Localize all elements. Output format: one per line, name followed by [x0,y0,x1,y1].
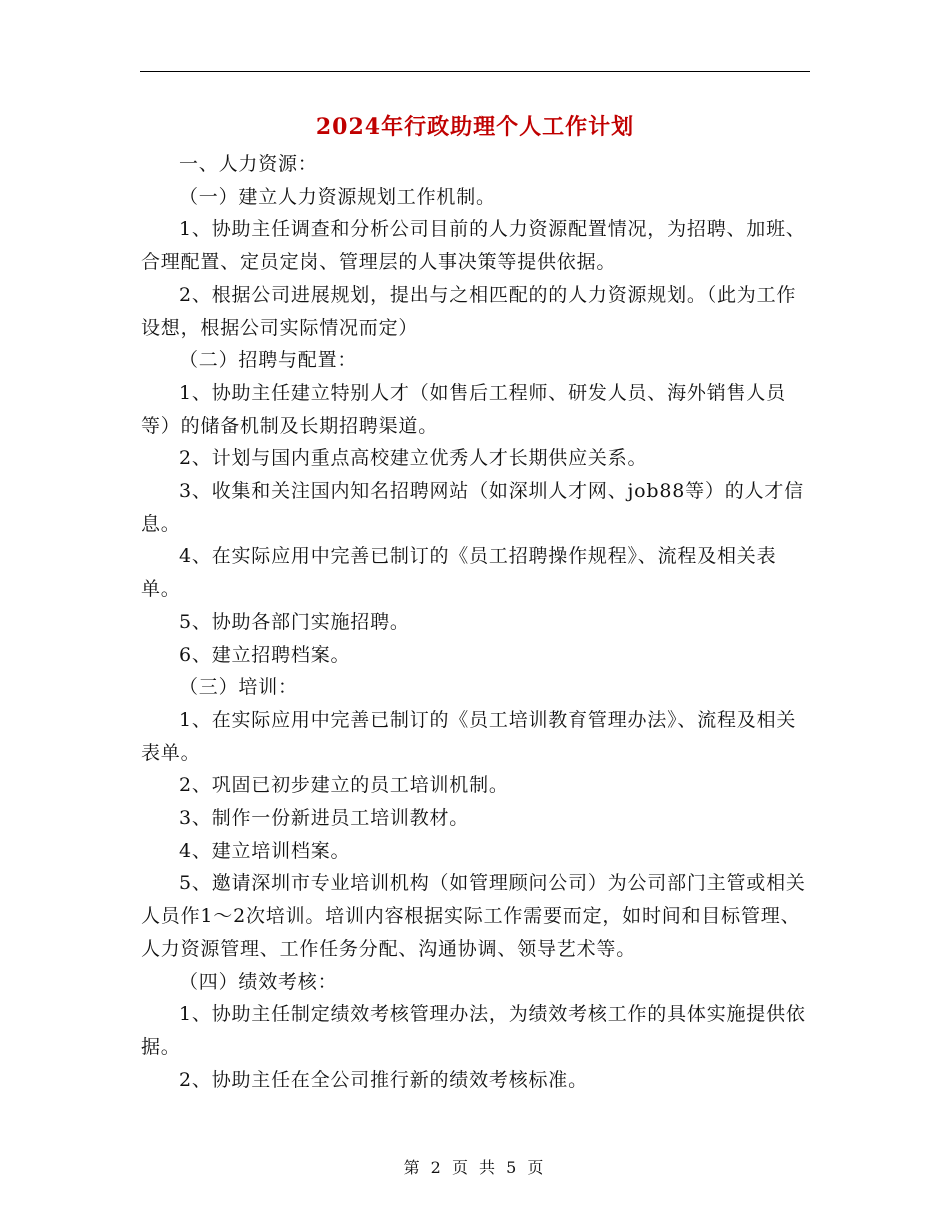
page-footer: 第 2 页 共 5 页 [403,1158,547,1177]
paragraph: 2、巩固已初步建立的员工培训机制。 [179,774,509,797]
paragraph: 2、根据公司进展规划，提出与之相匹配的的人力资源规划。（此为工作设想，根据公司实际情况而定） [141,283,797,339]
paragraph: 5、邀请深圳市专业培训机构（如管理顾问公司）为公司部门主管或相关人员作1～2次培训。培训内容根据实际工作需要而定，如时间和目标管理、人力资源管理、工作任务分配、沟通协调、领导艺术等。 [141,872,806,960]
paragraph: 4、在实际应用中完善已制订的《员工招聘操作规程》、流程及相关表单。 [141,545,777,601]
header-rule [140,71,810,72]
paragraph: 2、计划与国内重点高校建立优秀人才长期供应关系。 [179,447,648,470]
subsection-heading: （二）招聘与配置： [179,349,358,372]
paragraph: 1、协助主任调查和分析公司目前的人力资源配置情况，为招聘、加班、合理配置、定员定岗、管理层的人事决策等提供依据。 [141,218,806,274]
section-heading: 一、人力资源： [179,153,318,175]
subsection-heading: （三）培训： [179,676,298,699]
subsection-heading: （四）绩效考核： [179,970,338,993]
subsection-heading: （一）建立人力资源规划工作机制。 [179,185,496,208]
paragraph: 6、建立招聘档案。 [179,643,351,666]
paragraph: 1、协助主任建立特别人才（如售后工程师、研发人员、海外销售人员等）的储备机制及长期招聘渠道。 [141,381,786,437]
paragraph: 4、建立培训档案。 [179,839,351,862]
paragraph: 1、在实际应用中完善已制订的《员工培训教育管理办法》、流程及相关表单。 [141,708,797,764]
paragraph: 2、协助主任在全公司推行新的绩效考核标准。 [179,1068,588,1091]
document-body [141,148,809,1096]
document-title: 2024年行政助理个人工作计划 [315,114,635,140]
paragraph: 3、收集和关注国内知名招聘网站（如深圳人才网、job88等）的人才信息。 [141,480,804,535]
paragraph: 3、制作一份新进员工培训教材。 [179,807,470,830]
paragraph: 1、协助主任制定绩效考核管理办法，为绩效考核工作的具体实施提供依据。 [141,1003,806,1058]
paragraph: 5、协助各部门实施招聘。 [179,610,410,633]
